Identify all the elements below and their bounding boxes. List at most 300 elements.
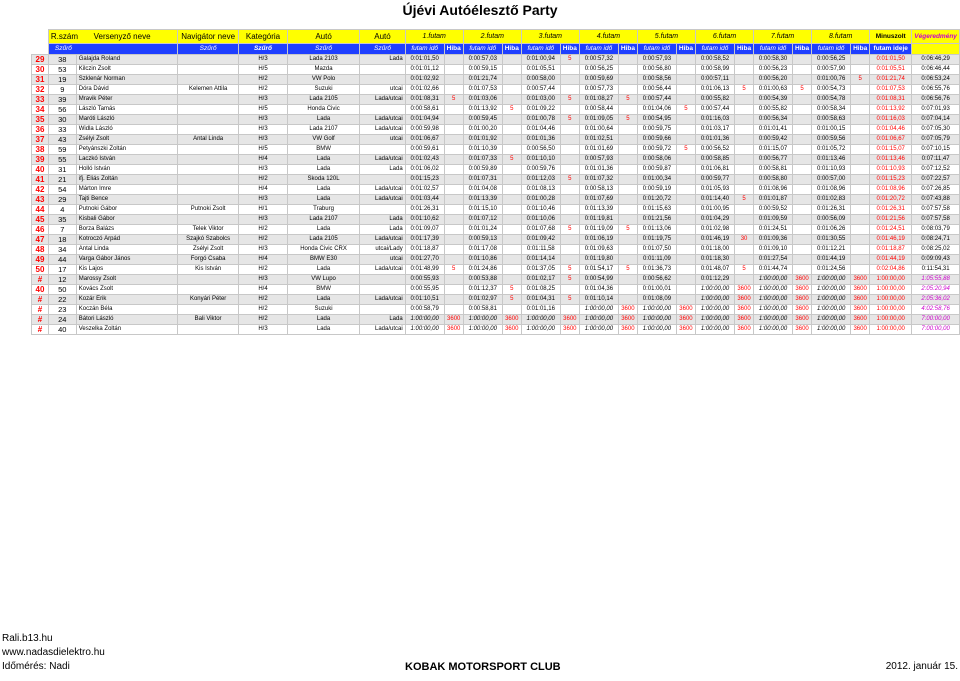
heat-time-cell: 0:00:55,82	[696, 95, 735, 105]
heat-error-cell	[851, 115, 870, 125]
heat-error-cell	[676, 165, 695, 175]
heat-error-cell: 3600	[851, 275, 870, 285]
navigator-cell	[178, 195, 239, 205]
heat-time-cell: 0:01:37,05	[521, 265, 560, 275]
table-row	[32, 175, 960, 185]
car-cell: Lada	[287, 185, 360, 195]
heat-time-cell: 0:01:02,57	[405, 185, 444, 195]
heat-time-cell: 0:01:15,10	[463, 205, 502, 215]
heat-error-cell: 3600	[618, 315, 637, 325]
rank-cell: 41	[32, 175, 49, 185]
category-cell: H/2	[239, 225, 288, 235]
rank-cell: #	[32, 325, 49, 335]
start-number-cell: 17	[48, 265, 76, 275]
heat-error-cell	[502, 305, 521, 315]
category-cell: H/2	[239, 85, 288, 95]
heat-error-cell	[676, 195, 695, 205]
heat-time-cell: 0:00:57,93	[579, 155, 618, 165]
heat-time-cell: 0:01:16,03	[696, 115, 735, 125]
heat-error-cell	[444, 225, 463, 235]
heat-time-cell: 1:00:00,00	[405, 315, 444, 325]
driver-cell: Bátori László	[76, 315, 177, 325]
filter-navigator[interactable]: Szűrő	[178, 44, 239, 55]
header-heat-1: 1.futam	[405, 30, 463, 44]
heat-error-cell	[444, 105, 463, 115]
navigator-cell	[178, 55, 239, 65]
rank-cell: 49	[32, 255, 49, 265]
heat-time-cell: 0:00:56,77	[754, 155, 793, 165]
car-class-cell: Lada/utcai	[360, 155, 405, 165]
heat-time-cell: 0:01:07,53	[463, 85, 502, 95]
filter-car[interactable]: Szűrő	[287, 44, 360, 55]
heat-error-cell	[618, 125, 637, 135]
final-cell: 7:00:00,00	[912, 325, 960, 335]
heat-error-cell: 5	[676, 105, 695, 115]
heat-time-cell: 0:00:57,44	[521, 85, 560, 95]
heat-error-cell	[793, 155, 812, 165]
category-cell: H/3	[239, 135, 288, 145]
rank-cell: 46	[32, 225, 49, 235]
car-class-cell: Lada/utcai	[360, 295, 405, 305]
heat-error-cell: 5	[734, 195, 753, 205]
heat-time-cell: 0:01:19,75	[637, 235, 676, 245]
filter-spacer	[32, 44, 49, 55]
navigator-cell	[178, 175, 239, 185]
start-number-cell: 12	[48, 275, 76, 285]
heat-time-cell: 0:01:07,12	[463, 215, 502, 225]
final-cell: 0:08:03,79	[912, 225, 960, 235]
heat-error-cell	[502, 135, 521, 145]
heat-error-cell	[618, 155, 637, 165]
filter-row	[32, 44, 960, 55]
car-cell: Honda Civic CRX	[287, 245, 360, 255]
heat-time-cell: 0:01:09,42	[521, 235, 560, 245]
rank-cell: 39	[32, 155, 49, 165]
start-number-cell: 54	[48, 185, 76, 195]
heat-time-cell: 0:01:07,33	[463, 155, 502, 165]
heat-time-cell: 0:00:57,00	[812, 175, 851, 185]
heat-error-cell	[851, 155, 870, 165]
heat-error-cell	[851, 135, 870, 145]
navigator-cell	[178, 155, 239, 165]
heat-error-cell	[734, 65, 753, 75]
heat-time-cell: 1:00:00,00	[696, 305, 735, 315]
minus-cell: 0:01:04,46	[870, 125, 912, 135]
car-cell: Lada 2105	[287, 95, 360, 105]
heat-time-cell: 0:01:01,12	[405, 65, 444, 75]
navigator-cell: Telek Viktor	[178, 225, 239, 235]
heat-error-cell	[676, 115, 695, 125]
heat-error-cell	[444, 305, 463, 315]
table-row	[32, 125, 960, 135]
heat-time-cell: 0:00:55,82	[754, 105, 793, 115]
heat-time-cell: 0:01:09,59	[754, 215, 793, 225]
final-cell: 0:06:46,44	[912, 65, 960, 75]
car-class-cell: Lada/utcai	[360, 185, 405, 195]
category-cell: H/4	[239, 185, 288, 195]
footer-timing: Időmérés: Nadi	[2, 661, 70, 672]
header-rszam: R.szám	[50, 32, 79, 41]
start-number-cell: 34	[48, 245, 76, 255]
heat-error-cell: 3600	[793, 275, 812, 285]
heat-error-cell: 3600	[502, 315, 521, 325]
table-row	[32, 115, 960, 125]
subheader-error: Hiba	[793, 44, 812, 55]
heat-time-cell: 0:00:56,44	[637, 85, 676, 95]
minus-cell: 0:01:08,96	[870, 185, 912, 195]
start-number-cell: 35	[48, 215, 76, 225]
driver-cell: Kis Lajos	[76, 265, 177, 275]
heat-error-cell	[734, 55, 753, 65]
heat-time-cell: 0:00:57,32	[579, 55, 618, 65]
heat-time-cell: 0:01:09,10	[754, 245, 793, 255]
heat-time-cell: 0:01:02,98	[696, 225, 735, 235]
heat-time-cell: 0:01:26,31	[812, 205, 851, 215]
heat-time-cell: 0:01:00,15	[812, 125, 851, 135]
heat-error-cell	[502, 95, 521, 105]
heat-error-cell	[676, 255, 695, 265]
final-cell: 0:06:46,29	[912, 55, 960, 65]
final-cell: 0:07:57,58	[912, 205, 960, 215]
car-cell: Lada 2107	[287, 125, 360, 135]
driver-cell: Putnoki Gábor	[76, 205, 177, 215]
navigator-cell	[178, 285, 239, 295]
header-navigator: Navigátor neve	[178, 30, 239, 44]
table-row	[32, 185, 960, 195]
rank-cell: #	[32, 275, 49, 285]
car-cell: Lada	[287, 165, 360, 175]
heat-time-cell: 0:01:08,09	[637, 295, 676, 305]
table-row	[32, 325, 960, 335]
final-cell: 2:05:36,02	[912, 295, 960, 305]
heat-time-cell: 0:00:58,06	[637, 155, 676, 165]
heat-error-cell	[618, 135, 637, 145]
heat-time-cell: 0:01:13,46	[812, 155, 851, 165]
car-cell: VW Golf	[287, 135, 360, 145]
heat-time-cell: 0:01:07,31	[463, 175, 502, 185]
navigator-cell: Putnoki Zsolt	[178, 205, 239, 215]
heat-error-cell	[444, 125, 463, 135]
heat-time-cell: 0:01:02,97	[463, 295, 502, 305]
car-class-cell: Lada/utcai	[360, 115, 405, 125]
heat-error-cell	[676, 205, 695, 215]
car-class-cell: Lada	[360, 165, 405, 175]
heat-time-cell: 0:01:17,39	[405, 235, 444, 245]
heat-time-cell: 0:01:01,69	[579, 145, 618, 155]
heat-time-cell: 0:01:02,51	[579, 135, 618, 145]
heat-time-cell: 0:00:58,99	[696, 65, 735, 75]
heat-error-cell	[734, 225, 753, 235]
heat-time-cell: 1:00:00,00	[696, 325, 735, 335]
heat-error-cell	[444, 285, 463, 295]
category-cell: H/4	[239, 255, 288, 265]
car-class-cell: Lada/utcai	[360, 235, 405, 245]
heat-error-cell: 3600	[618, 305, 637, 315]
rank-cell: #	[32, 305, 49, 315]
heat-time-cell: 1:00:00,00	[521, 325, 560, 335]
car-cell: Lada	[287, 155, 360, 165]
final-cell: 0:11:54,31	[912, 265, 960, 275]
heat-error-cell: 5	[560, 175, 579, 185]
driver-cell: Zsélyi Zsolt	[76, 135, 177, 145]
rank-cell: 40	[32, 165, 49, 175]
heat-time-cell: 0:00:56,25	[812, 55, 851, 65]
heat-error-cell: 3600	[734, 315, 753, 325]
car-class-cell	[360, 75, 405, 85]
heat-error-cell	[560, 155, 579, 165]
heat-time-cell: 0:00:56,50	[521, 145, 560, 155]
heat-time-cell: 0:01:09,05	[579, 115, 618, 125]
heat-time-cell: 0:01:00,64	[579, 125, 618, 135]
heat-time-cell: 0:00:54,99	[579, 275, 618, 285]
category-cell: H/3	[239, 245, 288, 255]
driver-cell: Varga Gábor János	[76, 255, 177, 265]
final-cell: 1:05:55,88	[912, 275, 960, 285]
navigator-cell: Konyári Péter	[178, 295, 239, 305]
heat-error-cell: 3600	[676, 305, 695, 315]
category-cell: H/2	[239, 75, 288, 85]
header-car: Autó	[287, 30, 360, 44]
heat-error-cell	[851, 205, 870, 215]
navigator-cell	[178, 165, 239, 175]
heat-time-cell: 0:00:56,23	[754, 65, 793, 75]
table-row	[32, 75, 960, 85]
heat-time-cell: 1:00:00,00	[463, 315, 502, 325]
heat-error-cell	[502, 245, 521, 255]
heat-error-cell: 3600	[851, 305, 870, 315]
heat-error-cell: 3600	[793, 285, 812, 295]
heat-time-cell: 0:01:14,40	[696, 195, 735, 205]
driver-cell: Kovács Zsolt	[76, 285, 177, 295]
heat-time-cell: 0:00:59,89	[463, 165, 502, 175]
category-cell: H/3	[239, 125, 288, 135]
heat-error-cell: 5	[618, 265, 637, 275]
heat-error-cell: 3600	[618, 325, 637, 335]
heat-error-cell: 3600	[560, 315, 579, 325]
header-minus: Minuszolt	[870, 30, 912, 44]
heat-time-cell: 0:01:10,10	[521, 155, 560, 165]
final-cell: 0:07:04,14	[912, 115, 960, 125]
car-class-cell	[360, 65, 405, 75]
header-heat-4: 4.futam	[579, 30, 637, 44]
car-cell: Lada 2105	[287, 235, 360, 245]
category-cell: H/2	[239, 315, 288, 325]
final-cell: 0:08:24,71	[912, 235, 960, 245]
minus-cell: 0:01:10,93	[870, 165, 912, 175]
heat-time-cell: 0:00:59,77	[696, 175, 735, 185]
heat-time-cell: 1:00:00,00	[812, 325, 851, 335]
heat-error-cell	[444, 205, 463, 215]
heat-time-cell: 1:00:00,00	[754, 305, 793, 315]
final-cell: 0:06:56,76	[912, 95, 960, 105]
car-class-cell: Lada/utcai	[360, 325, 405, 335]
navigator-cell	[178, 105, 239, 115]
heat-error-cell	[851, 235, 870, 245]
heat-error-cell	[676, 235, 695, 245]
car-cell: Suzuki	[287, 85, 360, 95]
navigator-cell: Bali Viktor	[178, 315, 239, 325]
results-body	[32, 55, 960, 335]
heat-error-cell	[734, 115, 753, 125]
car-class-cell: Lada/utcai	[360, 95, 405, 105]
table-row	[32, 105, 960, 115]
heat-time-cell: 0:00:59,75	[637, 125, 676, 135]
driver-cell: Laczkó István	[76, 155, 177, 165]
car-cell: Skoda 120L	[287, 175, 360, 185]
heat-time-cell: 0:01:02,92	[405, 75, 444, 85]
heat-error-cell	[560, 75, 579, 85]
heat-error-cell: 5	[560, 295, 579, 305]
heat-error-cell	[851, 245, 870, 255]
rank-cell: 47	[32, 235, 49, 245]
heat-time-cell: 0:01:06,13	[696, 85, 735, 95]
car-cell: BMW	[287, 285, 360, 295]
heat-time-cell: 0:01:00,78	[521, 115, 560, 125]
heat-time-cell: 0:00:58,30	[754, 55, 793, 65]
navigator-cell	[178, 75, 239, 85]
rank-cell: 34	[32, 105, 49, 115]
heat-error-cell	[502, 65, 521, 75]
minus-cell: 0:01:21,56	[870, 215, 912, 225]
heat-time-cell: 0:01:24,51	[754, 225, 793, 235]
car-cell: VW Lupo	[287, 275, 360, 285]
heat-error-cell: 5	[560, 55, 579, 65]
heat-time-cell: 0:01:36,73	[637, 265, 676, 275]
heat-time-cell: 0:01:01,24	[463, 225, 502, 235]
heat-error-cell	[618, 85, 637, 95]
heat-error-cell	[444, 85, 463, 95]
footer-date: 2012. január 15.	[885, 661, 958, 672]
heat-time-cell: 0:01:00,34	[637, 175, 676, 185]
heat-error-cell	[444, 185, 463, 195]
start-number-cell: 30	[48, 115, 76, 125]
filter-car2[interactable]: Szűrő	[360, 44, 405, 55]
heat-error-cell	[676, 285, 695, 295]
heat-time-cell: 0:01:48,99	[405, 265, 444, 275]
filter-driver[interactable]: Szűrő	[48, 44, 177, 55]
heat-error-cell	[676, 75, 695, 85]
table-row	[32, 65, 960, 75]
header-cell	[48, 30, 177, 44]
heat-error-cell	[676, 245, 695, 255]
heat-error-cell	[444, 75, 463, 85]
heat-error-cell	[676, 175, 695, 185]
category-cell: H/3	[239, 325, 288, 335]
navigator-cell: Zsélyi Zsolt	[178, 245, 239, 255]
heat-error-cell	[618, 175, 637, 185]
header-spacer	[32, 30, 49, 44]
heat-time-cell: 1:00:00,00	[754, 295, 793, 305]
heat-time-cell: 0:00:58,52	[696, 55, 735, 65]
heat-error-cell	[734, 245, 753, 255]
heat-error-cell	[560, 65, 579, 75]
heat-error-cell	[851, 185, 870, 195]
heat-time-cell: 0:01:24,56	[812, 265, 851, 275]
car-cell: Mazda	[287, 65, 360, 75]
start-number-cell: 19	[48, 75, 76, 85]
heat-error-cell	[851, 255, 870, 265]
footer-club: KOBAK MOTORSPORT CLUB	[405, 661, 561, 673]
heat-time-cell: 0:01:46,19	[696, 235, 735, 245]
heat-error-cell: 3600	[851, 325, 870, 335]
heat-error-cell: 5	[502, 285, 521, 295]
heat-time-cell: 0:00:59,52	[754, 205, 793, 215]
rank-cell: 44	[32, 205, 49, 215]
results-table	[31, 29, 960, 335]
heat-time-cell: 0:01:08,27	[579, 95, 618, 105]
rank-cell: 50	[32, 265, 49, 275]
filter-category[interactable]: Szűrő	[239, 44, 288, 55]
heat-error-cell	[502, 125, 521, 135]
driver-cell: Tajti Bence	[76, 195, 177, 205]
minus-cell: 1:00:00,00	[870, 275, 912, 285]
final-cell: 0:09:09,43	[912, 255, 960, 265]
heat-time-cell: 0:01:19,80	[579, 255, 618, 265]
car-cell: Lada	[287, 325, 360, 335]
heat-time-cell: 0:00:59,56	[812, 135, 851, 145]
rank-cell: 31	[32, 75, 49, 85]
heat-error-cell	[444, 215, 463, 225]
minus-cell: 0:01:15,07	[870, 145, 912, 155]
minus-cell: 0:02:04,86	[870, 265, 912, 275]
car-cell: Honda Civic	[287, 105, 360, 115]
header-final: Végeredmény	[912, 30, 960, 44]
heat-error-cell	[793, 205, 812, 215]
subheader-final	[912, 44, 960, 55]
start-number-cell: 31	[48, 165, 76, 175]
category-cell: H/2	[239, 265, 288, 275]
heat-error-cell	[793, 185, 812, 195]
final-cell: 0:07:43,88	[912, 195, 960, 205]
table-row	[32, 155, 960, 165]
heat-time-cell: 0:01:13,39	[579, 205, 618, 215]
driver-cell: ifj. Éliás Zoltán	[76, 175, 177, 185]
heat-time-cell: 1:00:00,00	[812, 275, 851, 285]
car-class-cell	[360, 145, 405, 155]
heat-time-cell: 0:01:13,39	[463, 195, 502, 205]
heat-time-cell: 0:01:05,51	[521, 65, 560, 75]
heat-time-cell: 0:00:59,19	[637, 185, 676, 195]
final-cell: 4:02:58,76	[912, 305, 960, 315]
category-cell: H/5	[239, 65, 288, 75]
heat-time-cell: 0:00:58,44	[579, 105, 618, 115]
heat-error-cell	[734, 185, 753, 195]
heat-time-cell: 0:01:10,06	[521, 215, 560, 225]
heat-error-cell	[618, 145, 637, 155]
car-class-cell: utcai/Lady	[360, 245, 405, 255]
heat-error-cell	[676, 215, 695, 225]
heat-error-cell	[676, 295, 695, 305]
heat-time-cell: 0:00:58,81	[754, 165, 793, 175]
car-cell: Lada	[287, 225, 360, 235]
start-number-cell: 4	[48, 205, 76, 215]
heat-time-cell: 0:01:01,87	[754, 195, 793, 205]
rank-cell: 48	[32, 245, 49, 255]
navigator-cell	[178, 275, 239, 285]
heat-error-cell	[793, 105, 812, 115]
heat-error-cell	[793, 215, 812, 225]
table-row	[32, 215, 960, 225]
heat-time-cell: 0:01:08,13	[521, 185, 560, 195]
heat-error-cell	[502, 185, 521, 195]
heat-error-cell: 5	[560, 225, 579, 235]
table-row	[32, 225, 960, 235]
heat-error-cell	[560, 255, 579, 265]
minus-cell: 0:01:21,74	[870, 75, 912, 85]
start-number-cell: 9	[48, 85, 76, 95]
heat-error-cell	[560, 195, 579, 205]
table-row	[32, 205, 960, 215]
